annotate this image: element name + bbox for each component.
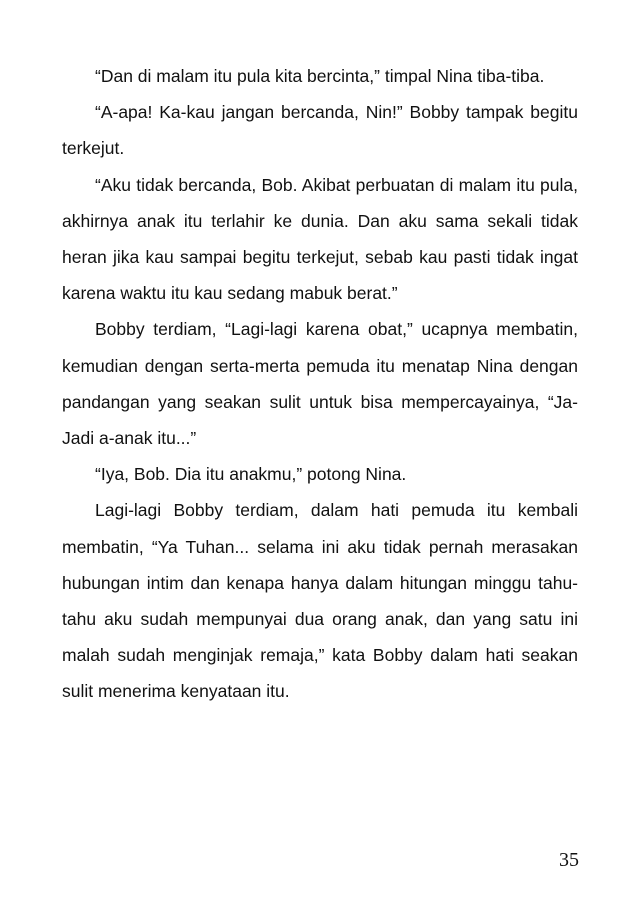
paragraph-2: “A-apa! Ka-kau jangan bercanda, Nin!” Bobby tampak begitu terkejut.	[62, 102, 578, 159]
paragraph-5: “Iya, Bob. Dia itu anakmu,” potong Nina.	[95, 464, 407, 485]
paragraph-6: Lagi-lagi Bobby terdiam, dalam hati pemuda itu kembali membatin, “Ya Tuhan... selama ini aku tidak pernah merasakan hubungan intim dan kenapa hanya dalam hitungan minggu tahu-tahu aku sudah mempunyai dua orang anak, dan yang satu ini malah sudah menginjak remaja,” kata Bobby dalam hati seakan sulit menerima kenyataan itu.	[62, 500, 578, 702]
paragraph-3: “Aku tidak bercanda, Bob. Akibat perbuatan di malam itu pula, akhirnya anak itu terlahir ke dunia. Dan aku sama sekali tidak heran jika kau sampai begitu terkejut, sebab kau pasti tidak ingat karena waktu itu kau sedang mabuk berat.”	[62, 174, 578, 304]
page-number: 35	[559, 849, 579, 871]
paragraph-4: Bobby terdiam, “Lagi-lagi karena obat,” ucapnya membatin, kemudian dengan serta-merta pemuda itu menatap Nina dengan pandangan yang seakan sulit untuk bisa mempercayainya, “Ja-Jadi a-anak itu...”	[62, 319, 578, 449]
paragraph-1: “Dan di malam itu pula kita bercinta,” timpal Nina tiba-tiba.	[95, 66, 545, 86]
page-body-text	[62, 58, 578, 710]
